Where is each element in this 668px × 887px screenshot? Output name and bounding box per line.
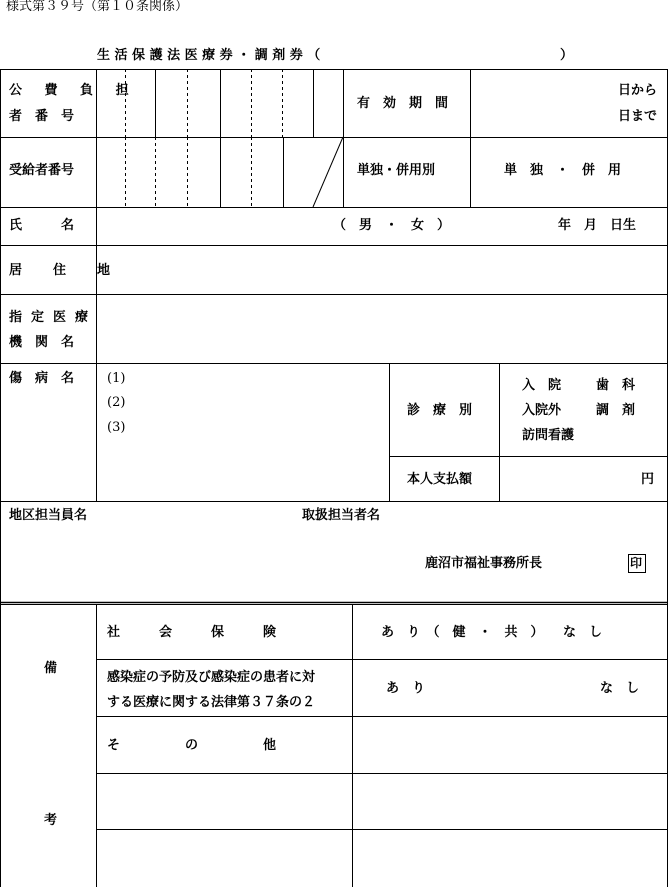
institution-input[interactable] bbox=[97, 295, 667, 363]
office-head: 鹿沼市福祉事務所長 bbox=[425, 556, 543, 571]
birth-date-label: 年 月 日生 bbox=[558, 218, 637, 233]
disease-item-1: (1) bbox=[107, 371, 126, 386]
public-payer-label-1: 公 費 負 担 bbox=[9, 83, 138, 98]
seal-mark: 印 bbox=[630, 556, 643, 570]
remarks-label-bottom: 考 bbox=[44, 813, 58, 828]
validity-period-input[interactable] bbox=[471, 70, 611, 137]
infection-law-label-1: 感染症の予防及び感染症の患者に対 bbox=[107, 670, 316, 685]
institution-label-1: 指定医療 bbox=[9, 310, 98, 325]
copay-input[interactable] bbox=[500, 457, 635, 501]
form-title: 生 活 保 護 法 医 療 券 ・ 調 剤 券 （ bbox=[97, 48, 321, 63]
gender-selector[interactable]: （ 男 ・ 女 ） bbox=[333, 218, 451, 233]
treatment-dental[interactable]: 歯 科 bbox=[596, 378, 636, 393]
treatment-dispensing[interactable]: 調 剤 bbox=[596, 403, 636, 418]
residence-input[interactable] bbox=[97, 246, 667, 294]
validity-label: 有 効 期 間 bbox=[357, 96, 449, 111]
single-combined-value[interactable]: 単 独 ・ 併 用 bbox=[504, 163, 622, 178]
infection-law-no[interactable]: な し bbox=[600, 681, 640, 696]
remarks-label-top: 備 bbox=[44, 661, 58, 676]
social-insurance-value[interactable]: あ り （ 健 ・ 共 ） な し bbox=[381, 625, 603, 640]
infection-law-label-2: する医療に関する法律第３７条の２ bbox=[107, 695, 316, 710]
residence-label: 居 住 地 bbox=[9, 263, 120, 278]
name-label: 氏 名 bbox=[9, 218, 75, 233]
treatment-inpatient[interactable]: 入 院 bbox=[522, 378, 562, 393]
social-insurance-label: 社 会 保 険 bbox=[107, 625, 277, 640]
institution-label-2: 機 関 名 bbox=[9, 335, 75, 350]
remarks-extra-input[interactable] bbox=[97, 774, 667, 887]
copay-unit: 円 bbox=[641, 472, 655, 487]
copay-label: 本人支払額 bbox=[407, 472, 473, 487]
treatment-outpatient[interactable]: 入院外 bbox=[522, 403, 562, 418]
form-number: 様式第３９号（第１０条関係） bbox=[6, 0, 189, 14]
other-label: そ の 他 bbox=[107, 738, 277, 753]
public-payer-number-input[interactable] bbox=[97, 70, 343, 137]
validity-to: 日まで bbox=[618, 109, 658, 124]
validity-from: 日から bbox=[618, 83, 658, 98]
handler-label: 取扱担当者名 bbox=[302, 508, 381, 523]
form-title-close: ） bbox=[560, 48, 574, 63]
recipient-number-input[interactable] bbox=[97, 138, 313, 207]
treatment-type-label: 診 療 別 bbox=[407, 403, 473, 418]
disease-item-2: (2) bbox=[107, 395, 126, 410]
treatment-home-nursing[interactable]: 訪問看護 bbox=[522, 428, 575, 443]
title-fill-input[interactable] bbox=[390, 46, 555, 64]
other-input[interactable] bbox=[353, 717, 667, 773]
disease-item-3: (3) bbox=[107, 420, 126, 435]
disease-input[interactable] bbox=[130, 364, 388, 501]
name-input[interactable] bbox=[97, 208, 327, 245]
single-combined-label: 単独・併用別 bbox=[357, 163, 436, 178]
recipient-number-label: 受給者番号 bbox=[9, 163, 75, 178]
public-payer-label-2: 者 番 号 bbox=[9, 109, 75, 124]
infection-law-yes[interactable]: あ り bbox=[386, 681, 426, 696]
disease-label: 傷 病 名 bbox=[9, 371, 75, 386]
district-officer-label: 地区担当員名 bbox=[9, 508, 88, 523]
